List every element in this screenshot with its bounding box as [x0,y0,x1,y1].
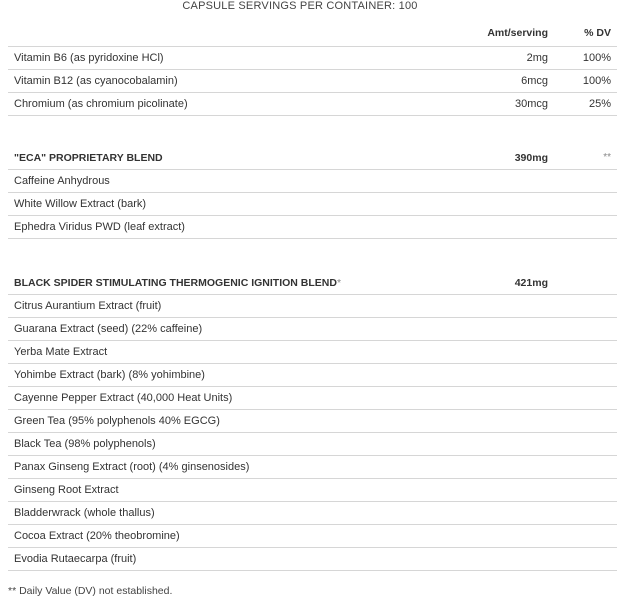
blend-marker: * [336,277,342,289]
nutrient-name: Vitamin B12 (as cyanocobalamin) [8,70,467,93]
blend-name: "ECA" PROPRIETARY BLEND [8,147,467,170]
servings-per-container: CAPSULE SERVINGS PER CONTAINER: 100 [182,0,418,12]
ingredient-row [8,364,617,387]
ingredient-row [8,295,617,318]
table-header [8,20,617,47]
ingredient-row [8,341,617,364]
ingredient-row [8,479,617,502]
nutrient-dv: 25% [548,93,617,116]
ingredient-name: Citrus Aurantium Extract (fruit) [8,295,467,318]
ingredient-name: Ephedra Viridus PWD (leaf extract) [8,216,467,239]
blend-name: BLACK SPIDER STIMULATING THERMOGENIC IGNITION BLEND [14,277,337,289]
ingredient-name: Yerba Mate Extract [8,341,467,364]
blend-amount: 421mg [467,272,548,295]
eca-blend-table [8,147,617,239]
nutrient-amount: 30mcg [467,93,548,116]
ingredient-row [8,410,617,433]
amount-header: Amt/serving [467,20,548,47]
nutrient-row [8,70,617,93]
nutrient-name: Chromium (as chromium picolinate) [8,93,467,116]
ingredient-row [8,525,617,548]
blend-name-cell [8,272,467,295]
ingredient-name: Ginseng Root Extract [8,479,467,502]
ingredient-row [8,433,617,456]
ingredient-name: Black Tea (98% polyphenols) [8,433,467,456]
dv-header: % DV [548,20,617,47]
blend-dv: ** [548,147,617,170]
footnote: ** Daily Value (DV) not established. [8,585,173,597]
ingredient-name: Caffeine Anhydrous [8,170,467,193]
nutrient-row [8,93,617,116]
ingredient-name: Evodia Rutaecarpa (fruit) [8,548,467,571]
nutrient-amount: 2mg [467,47,548,70]
ingredient-name: White Willow Extract (bark) [8,193,467,216]
blend-amount: 390mg [467,147,548,170]
blend-header [8,147,617,170]
ingredient-name: Green Tea (95% polyphenols 40% EGCG) [8,410,467,433]
nutrient-amount: 6mcg [467,70,548,93]
nutrient-dv: 100% [548,47,617,70]
ingredient-row [8,216,617,239]
blend-header [8,272,617,295]
ingredient-name: Panax Ginseng Extract (root) (4% ginsenosides) [8,456,467,479]
ingredient-name: Yohimbe Extract (bark) (8% yohimbine) [8,364,467,387]
nutrient-dv: 100% [548,70,617,93]
ingredient-row [8,318,617,341]
ingredient-row [8,548,617,571]
ingredient-name: Bladderwrack (whole thallus) [8,502,467,525]
ingredient-row [8,193,617,216]
ingredient-row [8,387,617,410]
spider-blend-table [8,272,617,571]
ingredient-name: Cocoa Extract (20% theobromine) [8,525,467,548]
nutrient-name: Vitamin B6 (as pyridoxine HCl) [8,47,467,70]
ingredient-name: Cayenne Pepper Extract (40,000 Heat Units) [8,387,467,410]
vitamins-table [8,20,617,116]
ingredient-name: Guarana Extract (seed) (22% caffeine) [8,318,467,341]
ingredient-row [8,456,617,479]
ingredient-row [8,502,617,525]
nutrient-row [8,47,617,70]
ingredient-row [8,170,617,193]
